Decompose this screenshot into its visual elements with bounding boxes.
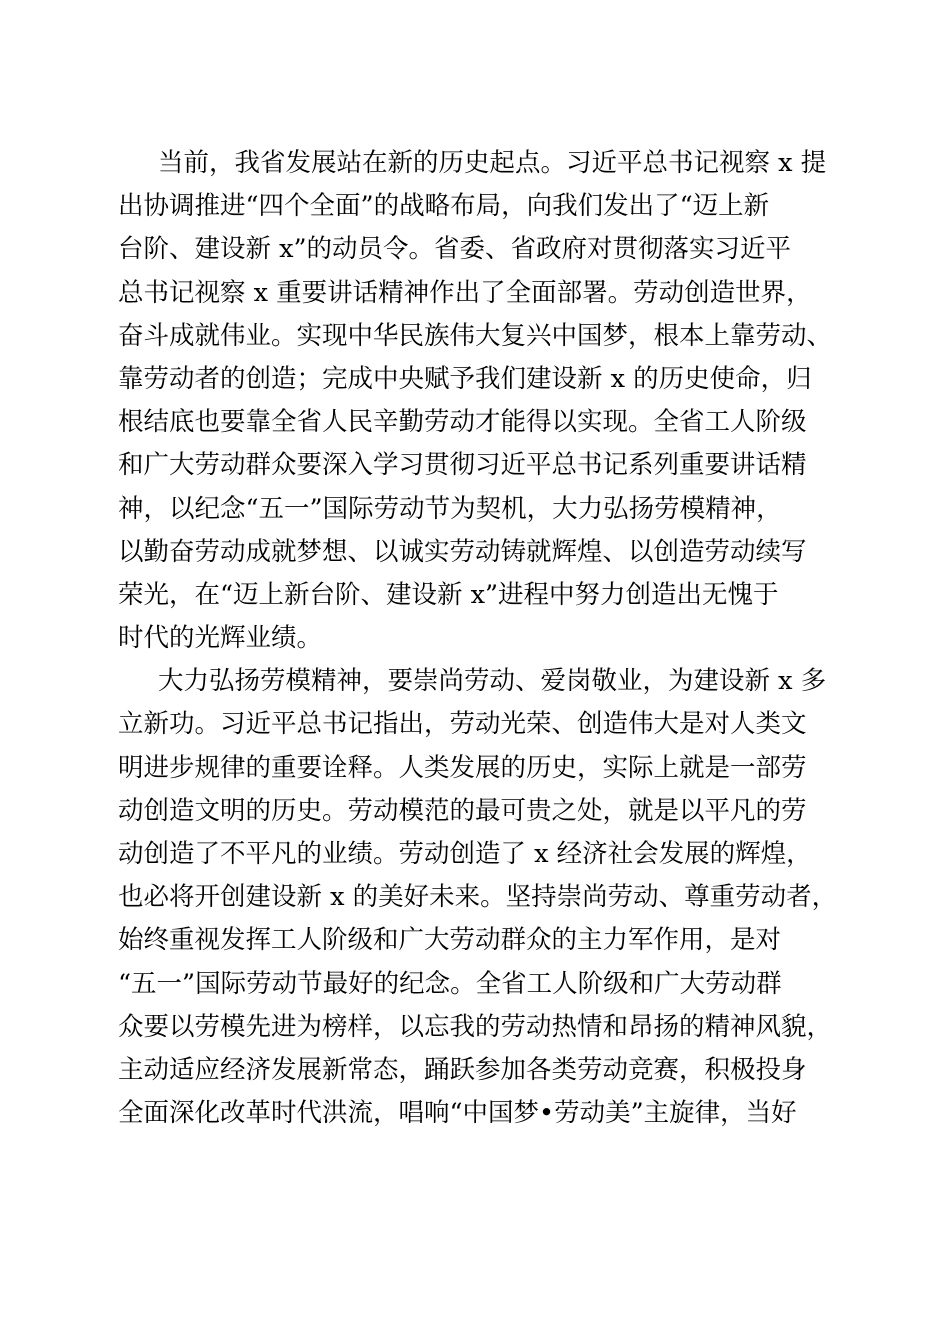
text-line: 和广大劳动群众要深入学习贯彻习近平总书记系列重要讲话精: [118, 450, 807, 481]
text-line: 荣光，在“迈上新台阶、建设新 x”进程中努力创造出无愧于: [118, 579, 779, 610]
text-line: 众要以劳模先进为榜样，以忘我的劳动热情和昂扬的精神风貌，: [118, 1011, 833, 1042]
text-line: 时代的光辉业绩。: [118, 623, 323, 654]
text-line: 主动适应经济发展新常态，踊跃参加各类劳动竞赛，积极投身: [118, 1054, 807, 1085]
text-line: 以勤奋劳动成就梦想、以诚实劳动铸就辉煌、以创造劳动续写: [118, 536, 807, 567]
text-line: 全面深化改革时代洪流，唱响“中国梦•劳动美”主旋律，当好: [118, 1098, 797, 1129]
text-line: 也必将开创建设新 x 的美好未来。坚持崇尚劳动、尊重劳动者，: [118, 882, 838, 913]
text-line: 奋斗成就伟业。实现中华民族伟大复兴中国梦，根本上靠劳动、: [118, 320, 833, 351]
text-line: 神，以纪念“五一”国际劳动节为契机，大力弘扬劳模精神，: [118, 493, 782, 524]
text-line: 根结底也要靠全省人民辛勤劳动才能得以实现。全省工人阶级: [118, 407, 807, 438]
text-line: 出协调推进“四个全面”的战略布局，向我们发出了“迈上新: [118, 191, 770, 222]
paragraph-2: [118, 660, 838, 1135]
text-line: 动创造了不平凡的业绩。劳动创造了 x 经济社会发展的辉煌，: [118, 839, 812, 869]
text-line: 大力弘扬劳模精神，要崇尚劳动、爱岗敬业，为建设新 x 多: [158, 666, 827, 697]
text-line: 台阶、建设新 x”的动员令。省委、省政府对贯彻落实习近平: [118, 234, 792, 265]
text-line: 总书记视察 x 重要讲话精神作出了全面部署。劳动创造世界，: [118, 277, 812, 308]
text-line: 靠劳动者的创造；完成中央赋予我们建设新 x 的历史使命，归: [118, 363, 812, 394]
text-line: 当前，我省发展站在新的历史起点。习近平总书记视察 x 提: [158, 148, 827, 178]
paragraph-1: [118, 142, 833, 660]
text-line: “五一”国际劳动节最好的纪念。全省工人阶级和广大劳动群: [118, 968, 782, 999]
text-line: 动创造文明的历史。劳动模范的最可贵之处，就是以平凡的劳: [118, 795, 807, 826]
text-line: 明进步规律的重要诠释。人类发展的历史，实际上就是一部劳: [118, 752, 807, 783]
text-line: 立新功。习近平总书记指出，劳动光荣、创造伟大是对人类文: [118, 709, 807, 740]
document-body: [118, 142, 838, 1135]
text-line: 始终重视发挥工人阶级和广大劳动群众的主力军作用，是对: [118, 925, 782, 956]
